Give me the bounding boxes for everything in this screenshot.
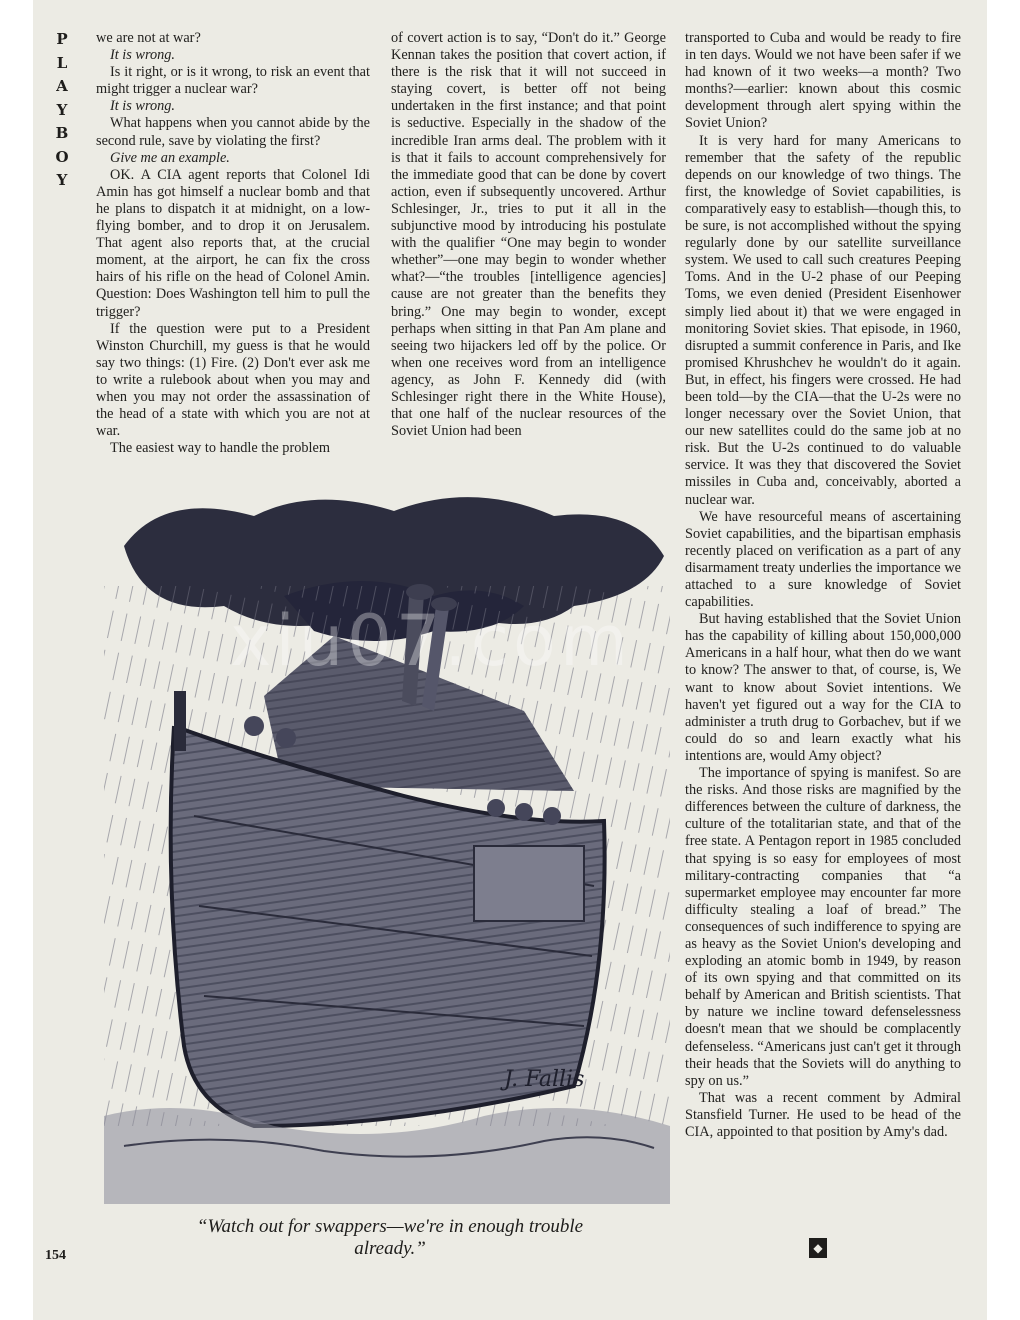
cartoon-caption: “Watch out for swappers—we're in enough trouble already.”: [196, 1216, 584, 1259]
paragraph: That was a recent comment by Admiral Stansfield Turner. He used to be head of the CIA, appointed to that position by Amy's dad.: [685, 1089, 961, 1140]
paragraph: It is wrong.: [110, 98, 176, 115]
paragraph: of covert action is to say, “Don't do it.” George Kennan takes the position that covert action, if there is the risk that it will not succeed in staying covert, is better off not being undertaken in the first instance; and that point is seductive. Especially in the shadow of the incredible Iran arms deal. The problem with it is that it fails to account comprehensively for the immediate good that can be done by covert action, even if subsequently uncovered. Arthur Schlesinger, Jr., tries to put it all in the subjunctive mood by introducing his postulate with the qualifier “One may begin to wonder whether”—one may begin to wonder whether what?—“the troubles [intelligence agencies] cause are not greater than the benefits they bring.” One may begin to wonder, except perhaps when sitting in that Pan Am plane and seeing two hijackers led off by the police. Or when one receives word from an intelligence agency, as John F. Kennedy did (with Schlesinger right there in the White House), that one half of the nuclear resources of the Soviet Union had been: [391, 30, 666, 440]
ark-side-panel: [474, 846, 584, 921]
masthead-playboy: [51, 28, 73, 193]
masthead-letter: L: [56, 53, 68, 72]
watermark: xiu07.com: [230, 600, 633, 682]
passenger-figure: [244, 716, 264, 736]
masthead-letter: B: [55, 124, 69, 142]
rabbit-end-mark-icon: ◆: [809, 1238, 827, 1258]
paragraph: Give me an example.: [110, 149, 230, 166]
ark-cartoon-illustration: [104, 486, 670, 1204]
paragraph: What happens when you cannot abide by the second rule, save by violating the first?: [96, 115, 370, 149]
paragraph: We have resourceful means of ascertaining Soviet capabilities, and the bipartisan emphasis recently placed on verification as a part of any disarmament treaty underlies the importance we attached to a sure knowledge of Soviet capabilities.: [685, 508, 961, 611]
cartoon-signature: J. Fallis: [504, 1067, 585, 1092]
masthead-letter: A: [56, 77, 68, 95]
paragraph: OK. A CIA agent reports that Colonel Idi Amin has got himself a nuclear bomb and that he plans to dispatch it at midnight, on a low-flying bomber, and to drop it on Jerusalem. That agent also reports that, at the crucial moment, at the airport, he can fix the cross hairs of his rifle on the head of Colonel Amin. Question: Does Washington tell him to pull the trigger?: [96, 166, 370, 320]
paragraph: transported to Cuba and would be ready to fire in ten days. Would we not have been safer if we had known of it two weeks—a month? Two months?—earlier: known about this cosmic development through alert spying within the Soviet Union?: [685, 30, 961, 132]
passenger-figure: [487, 799, 505, 817]
page-number: 154: [45, 1248, 66, 1263]
masthead-letter: Y: [56, 100, 68, 119]
paragraph: It is very hard for many Americans to remember that the safety of the republic depends on our knowledge of two things. The first, the knowledge of Soviet capabilities, is comparatively easy to establish—though this, to be sure, is not accomplished without the spying regularly done by our satellite surveillance system. We used to call such creatures Peeping Toms. And in the U-2 phase of our Peeping Toms, we even denied (President Eisenhower simply lied about it) that we were engaged in monitoring Soviet skies. That episode, in 1960, disrupted a summit conference in Paris, and Ike promised Khrushchev he wouldn't do it again. But, in effect, his fingers were crossed. He had been told—by the CIA—that the U-2s were no longer necessary over the Soviet Union, that our new satellites could do the same job at no risk. But the U-2s continued to do valuable service. It was they that discovered the Soviet missiles in Cuba and, conceivably, aborted a nuclear war.: [685, 132, 961, 508]
passenger-figure: [276, 728, 296, 748]
paragraph: Is it right, or is it wrong, to risk an event that might trigger a nuclear war?: [96, 64, 370, 98]
passenger-figure: [543, 807, 561, 825]
paragraph: The importance of spying is manifest. So are the risks. And those risks are magnified by the differences between the culture of darkness, the culture of the totalitarian state, and that of the free state. A Pentagon report in 1985 concluded that spying is so easy for employees of most military-contracting companies that “a supermarket employee may encounter far more difficulty stealing a loaf of bread.” The consequences of such indifference to spying are as heavy as the Soviet Union's developing and exploding an atomic bomb in 1949, by reason of its own spying and that committed on its behalf by American and British scientists. That by nature we incline toward defenselessness doesn't mean that we should be complacently defenseless. “Americans just can't get it through their heads that the Soviets will do anything to spy on us.”: [685, 765, 961, 1089]
paragraph: we are not at war?: [96, 30, 201, 46]
paragraph: If the question were put to a President Winston Churchill, my guess is that he would say two things: (1) Fire. (2) Don't ever ask me to write a rulebook about when you may and when you may not order the assassination of the head of a state with which you are not at war.: [96, 320, 370, 440]
giraffe-head: [406, 584, 434, 600]
masthead-letter: Y: [56, 171, 68, 189]
masthead-letter: P: [56, 30, 68, 48]
paragraph: But having established that the Soviet Union has the capability of killing about 150,000,000 Americans in a half hour, what then do we want to know? The answer to that, of course, is, We want to know about Soviet intentions. We haven't yet figured out a way for the CIA to administer a truth drug to Gorbachev, but if we could do so and learn exactly what his intentions are, would Amy object?: [685, 611, 961, 764]
text-column-2: [391, 30, 666, 440]
paragraph: It is wrong.: [110, 47, 176, 64]
ark-bow-post: [174, 691, 186, 751]
text-column-1: [96, 30, 370, 457]
passenger-figure: [515, 803, 533, 821]
paragraph: The easiest way to handle the problem: [110, 440, 330, 457]
masthead-letter: O: [55, 147, 69, 166]
text-column-3: [685, 30, 961, 1141]
